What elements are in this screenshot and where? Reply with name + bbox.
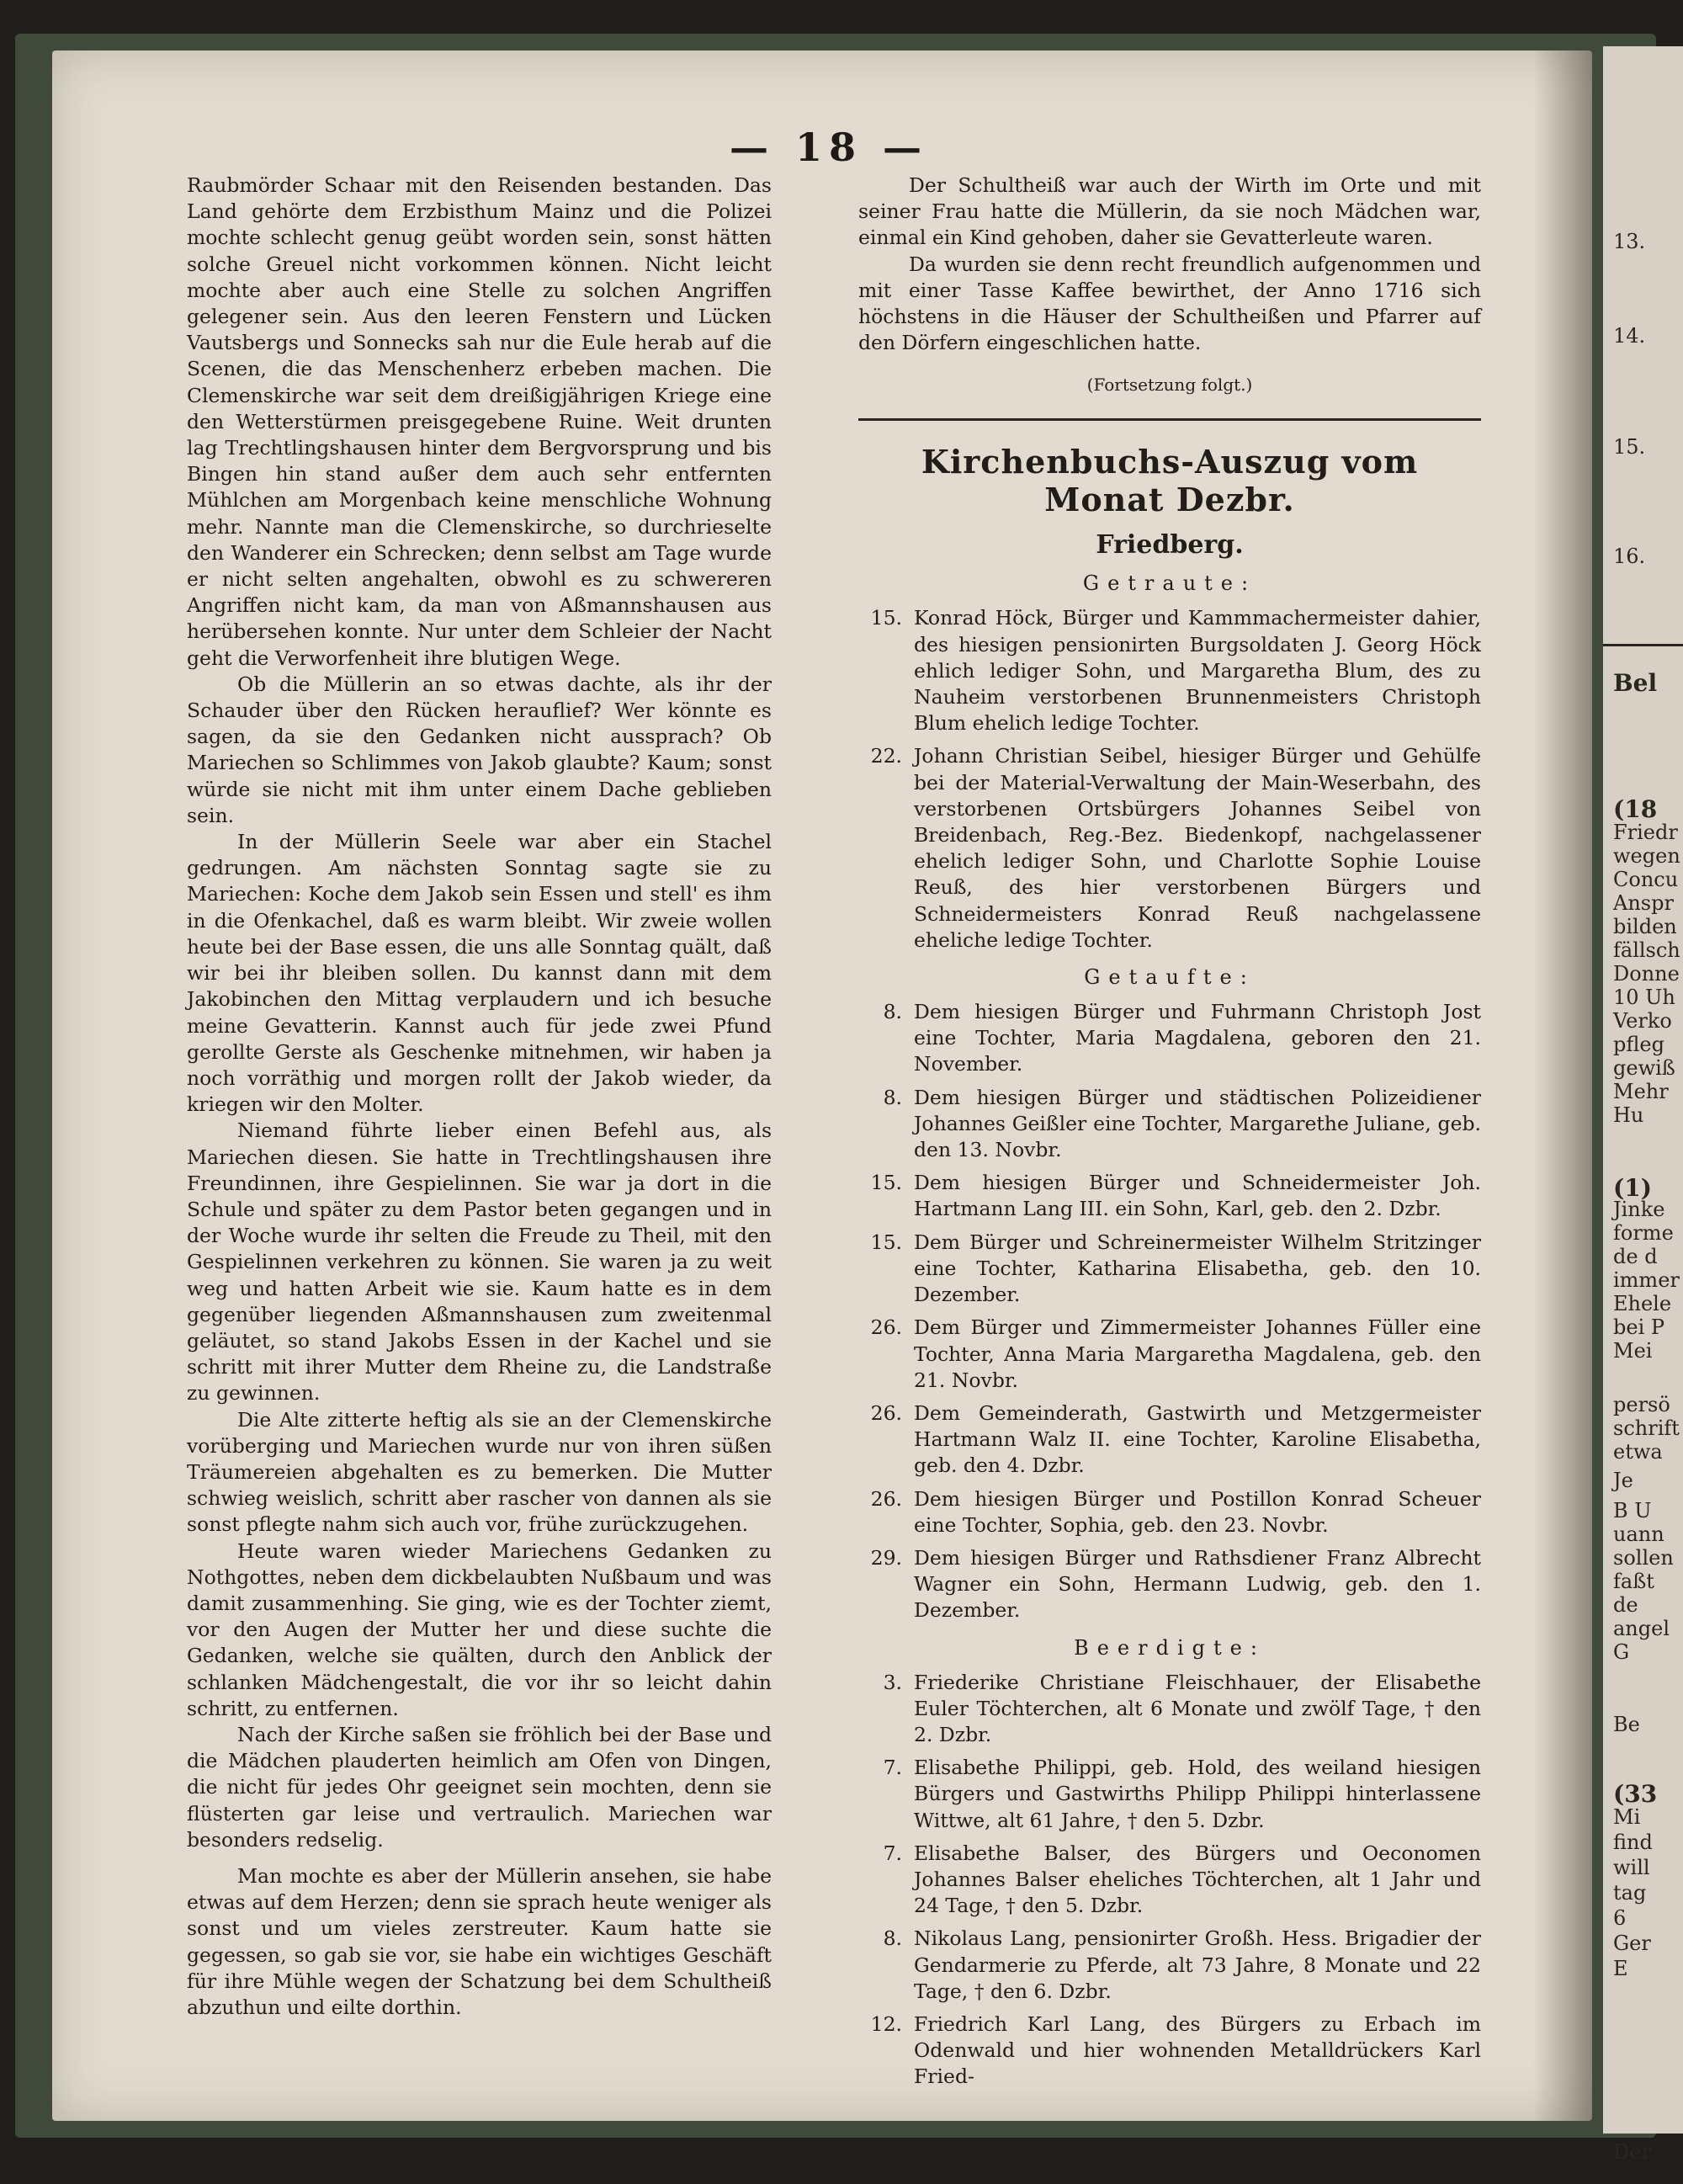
register-entry	[858, 999, 1481, 1078]
adjacent-page-fragment: Mei	[1613, 1339, 1653, 1363]
adjacent-page-fragment: G	[1613, 1640, 1630, 1664]
adjacent-page-fragment: 6	[1613, 1906, 1627, 1930]
left-column	[187, 173, 772, 2021]
register-entry	[858, 605, 1481, 736]
group-baptisms	[858, 965, 1481, 1623]
paragraph: Man mochte es aber der Müllerin ansehen, sie habe etwas auf dem Herzen; denn sie sprach heute weniger als sonst und um vieles zerstreuter. Kaum hatte sie gegessen, so gab sie vor, sie habe ein wichtiges Geschäft für ihre Mühle wegen der Schatzung bei dem Schultheiß abzuthun und eilte dorthin.	[187, 1864, 772, 2020]
entry-text: Friedrich Karl Lang, des Bürgers zu Erbach im Odenwald und hier wohnenden Metalldrückers Karl Fried-	[914, 2011, 1481, 2089]
adjacent-page-fragment: sollen	[1613, 1546, 1674, 1570]
group-burials	[858, 1636, 1481, 2091]
entry-text: Elisabethe Philippi, geb. Hold, des weiland hiesigen Bürgers und Gastwirths Philipp Philippi hinterlassene Wittwe, alt 61 Jahre, † den 5. Dzbr.	[914, 1756, 1481, 1832]
entry-text: Dem Bürger und Schreinermeister Wilhelm Stritzinger eine Tochter, Katharina Elisabetha, geb. den 10. Dezember.	[914, 1230, 1481, 1307]
adjacent-page-fragment: wegen	[1613, 844, 1680, 868]
entry-text: Dem hiesigen Bürger und Fuhrmann Christoph Jost eine Tochter, Maria Magdalena, geboren den 21. November.	[914, 1000, 1481, 1076]
adjacent-page-fragment: B U	[1613, 1499, 1652, 1522]
adjacent-page-fragment: (1)	[1613, 1174, 1652, 1202]
adjacent-page-fragment: Mi	[1613, 1805, 1641, 1829]
entry-date: 26.	[870, 1400, 902, 1425]
adjacent-page-fragment: tag	[1613, 1881, 1647, 1905]
paragraph: Raubmörder Schaar mit den Reisenden bestanden. Das Land gehörte dem Erzbisthum Mainz und die Polizei mochte schlecht genug geübt worden sein, sonst hätten solche Greuel nicht vorkommen können. Nicht leicht mochte aber auch eine Stelle zu solchen Angriffen gelegener sein. Aus den leeren Fenstern und Lücken Vautsbergs und Sonnecks sah nur die Eule herab auf die Scenen, die das Menschenherz erbeben machen. Die Clemenskirche war seit dem dreißigjährigen Kriege eine den Wetterstürmen preisgegebene Ruine. Weit drunten lag Trechtlingshausen hinter dem Bergvorsprung und bis Bingen hin stand außer dem auch sehr entfernten Mühlchen am Morgenbach keine menschliche Wohnung mehr. Nannte man die Clemenskirche, so durchrieselte den Wanderer ein Schrecken; denn selbst am Tage wurde er nicht selten angehalten, obwohl es zu schwereren Angriffen nicht kam, da man von Aßmannshausen aus herübersehen konnte. Nur unter dem Schleier der Nacht geht die Verworfenheit ihre blutigen Wege.	[187, 173, 772, 670]
page-number: — 18 —	[729, 125, 929, 170]
adjacent-page-fragment: de	[1613, 1593, 1638, 1617]
register-entry	[858, 1170, 1481, 1222]
entry-date: 7.	[883, 1756, 902, 1780]
adjacent-page-fragment: 15.	[1613, 435, 1646, 459]
adjacent-page-fragment: Donne	[1613, 962, 1680, 986]
adjacent-page-fragment: Der	[1613, 2140, 1651, 2164]
entry-date: 22.	[870, 744, 902, 768]
adjacent-page-fragment: Mehr	[1613, 1080, 1669, 1103]
entry-date: 8.	[883, 1085, 902, 1109]
adjacent-page-fragment: Je	[1613, 1469, 1633, 1492]
group-heading: Getraute:	[1082, 571, 1257, 596]
adjacent-page-fragment: uann	[1613, 1522, 1664, 1546]
register-entry	[858, 1400, 1481, 1480]
adjacent-page-fragment: (18	[1613, 795, 1658, 823]
adjacent-page-fragment: angel	[1613, 1617, 1670, 1640]
adjacent-page-fragment: 10 Uh	[1613, 986, 1675, 1009]
adjacent-page-fragment: Verko	[1613, 1009, 1672, 1033]
register-entry	[858, 743, 1481, 954]
register-entry	[858, 1486, 1481, 1538]
continuation-note: (Fortsetzung folgt.)	[1086, 375, 1253, 396]
adjacent-page-fragment: Be	[1613, 1713, 1640, 1736]
register-entry	[858, 1755, 1481, 1834]
gutter-shadow	[1533, 50, 1592, 2121]
paragraph: Die Alte zitterte heftig als sie an der Clemenskirche vorüberging und Mariechen wurde nur von ihren süßen Träumereien abgehalten es zu bemerken. Die Mutter schwieg weislich, schritt aber rascher von dannen als sie sonst pflegte nahm sich auch vor, frühe zurückzugehen.	[187, 1407, 772, 1537]
entry-date: 15.	[870, 1171, 902, 1195]
entry-date: 15.	[870, 606, 902, 630]
entry-text: Friederike Christiane Fleischhauer, der Elisabethe Euler Töchterchen, alt 6 Monate und zwölf Tage, † den 2. Dzbr.	[914, 1670, 1481, 1746]
adjacent-page-fragment: (33	[1613, 1780, 1658, 1808]
paragraph: Der Schultheiß war auch der Wirth im Orte und mit seiner Frau hatte die Müllerin, da sie noch Mädchen war, einmal ein Kind gehoben, daher sie Gevatterleute waren.	[858, 173, 1481, 250]
paragraph: Da wurden sie denn recht freundlich aufgenommen und mit einer Tasse Kaffee bewirthet, der Anno 1716 sich höchstens in die Häuser der Schultheißen und Pfarrer auf den Dörfern eingeschlichen hatte.	[858, 252, 1481, 355]
entry-text: Elisabethe Balser, des Bürgers und Oeconomen Johannes Balser eheliches Töchterchen, alt 1 Jahr und 24 Tage, † den 5. Dzbr.	[914, 1841, 1481, 1918]
adjacent-page-fragment: immer	[1613, 1268, 1680, 1292]
adjacent-page-fragment: bei P	[1613, 1315, 1665, 1339]
entry-date: 3.	[883, 1670, 902, 1694]
paragraph: Niemand führte lieber einen Befehl aus, als Mariechen diesen. Sie hatte in Trechtlingshausen ihre Freundinnen, ihre Gespielinnen. Sie war ja dort in die Schule und später zu dem Pastor beten gegangen und in der Woche wurde ihr selten die Freude zu Theil, mit den Gespielinnen verkehren zu können. Sie waren ja zu weit weg und hatten Arbeit wie sie. Kaum hatte es in dem gegenüber liegenden Aßmannshausen zum zweitenmal geläutet, so stand Jakobs Essen in der Kachel und sie schritt mit ihrer Mutter dem Rheine zu, die Landstraße zu gewinnen.	[187, 1119, 772, 1406]
adjacent-page-fragment: persö	[1613, 1393, 1670, 1416]
group-heading: Beerdigte:	[1074, 1635, 1266, 1660]
adjacent-page-fragment: Anspr	[1613, 891, 1674, 915]
section-divider	[858, 418, 1481, 421]
entry-text: Dem hiesigen Bürger und Postillon Konrad Scheuer eine Tochter, Sophia, geb. den 23. Novbr.	[914, 1486, 1481, 1537]
entry-date: 26.	[870, 1486, 902, 1511]
adjacent-page-fragment: faßt	[1613, 1570, 1654, 1593]
adjacent-page-fragment: Hu	[1613, 1103, 1644, 1127]
right-column	[858, 173, 1481, 2097]
adjacent-page-fragment: Ger	[1613, 1932, 1651, 1955]
entry-text: Dem hiesigen Bürger und Schneidermeister Joh. Hartmann Lang III. ein Sohn, Karl, geb. den 2. Dzbr.	[914, 1171, 1481, 1221]
register-entry	[858, 2011, 1481, 2091]
adjacent-page-fragment: schrift	[1613, 1416, 1680, 1440]
adjacent-page-fragment: gewiß	[1613, 1056, 1675, 1080]
entry-text: Dem Bürger und Zimmermeister Johannes Füller eine Tochter, Anna Maria Margaretha Magdalena, geb. den 21. Novbr.	[914, 1315, 1481, 1392]
adjacent-page-fragment: etwa	[1613, 1440, 1663, 1464]
paragraph: Heute waren wieder Mariechens Gedanken zu Nothgottes, neben dem dickbelaubten Nußbaum und was damit zusammenhing. Sie ging, wie es der Tochter ziemt, vor den Augen der Mutter her und diese suchte die Gedanken, welche sie quälten, durch den Anblick der schlanken Mädchengestalt, die vor ihr so leicht dahin schritt, zu entfernen.	[187, 1538, 772, 1720]
adjacent-page-fragment: E	[1613, 1957, 1628, 1980]
entry-date: 7.	[883, 1841, 902, 1865]
adjacent-page-fragment: de d	[1613, 1245, 1658, 1268]
entry-date: 15.	[870, 1230, 902, 1254]
adjacent-page-edge	[1603, 46, 1683, 2164]
entry-date: 8.	[883, 1926, 902, 1951]
register-entry	[858, 1085, 1481, 1164]
entry-date: 26.	[870, 1315, 902, 1340]
adjacent-page-fragment: Bel	[1613, 669, 1658, 697]
entry-text: Dem hiesigen Bürger und städtischen Polizeidiener Johannes Geißler eine Tochter, Margarethe Juliane, geb. den 13. Novbr.	[914, 1085, 1481, 1162]
entry-text: Dem hiesigen Bürger und Rathsdiener Franz Albrecht Wagner ein Sohn, Hermann Ludwig, geb. den 1. Dezember.	[914, 1545, 1481, 1623]
paragraph: Nach der Kirche saßen sie fröhlich bei der Base und die Mädchen plauderten heimlich am Ofen von Dingen, die nicht für jedes Ohr geeignet sein mochten, denn sie flüsterten gar leise und vertraulich. Mariechen war besonders redselig.	[187, 1722, 772, 1852]
entry-date: 12.	[870, 2011, 902, 2036]
adjacent-page-fragment: Ehele	[1613, 1292, 1672, 1315]
adjacent-page-fragment: 16.	[1613, 545, 1646, 568]
register-entry	[858, 1315, 1481, 1394]
adjacent-page-fragment: pfleg	[1613, 1033, 1664, 1056]
adjacent-page-fragment: bilden	[1613, 915, 1677, 938]
adjacent-page-fragment: find	[1613, 1831, 1653, 1854]
register-entry	[858, 1926, 1481, 2005]
adjacent-page-fragment: Friedr	[1613, 821, 1678, 844]
adjacent-page-fragment: Concu	[1613, 868, 1679, 891]
paragraph: Ob die Müllerin an so etwas dachte, als ihr der Schauder über den Rücken herauflief? Wer könnte es sagen, da sie den Gedanken nicht aussprach? Ob Mariechen so Schlimmes von Jakob glaubte? Kaum; sonst würde sie nicht mit ihm unter einem Dache geblieben sein.	[187, 672, 772, 827]
adjacent-page-fragment: fällsch	[1613, 938, 1680, 962]
register-entry	[858, 1841, 1481, 1920]
adjacent-page-fragment: Jinke	[1613, 1198, 1665, 1221]
register-entry	[858, 1230, 1481, 1309]
section-title: Kirchenbuchs-Auszug vom Monat Dezbr.	[921, 443, 1419, 519]
adjacent-page-fragment: 14.	[1613, 324, 1646, 348]
entry-text: Dem Gemeinderath, Gastwirth und Metzgermeister Hartmann Walz II. eine Tochter, Karoline Elisabetha, geb. den 4. Dzbr.	[914, 1400, 1481, 1478]
entry-date: 29.	[870, 1545, 902, 1570]
group-marriages	[858, 571, 1481, 954]
register-entry	[858, 1670, 1481, 1749]
register-entry	[858, 1545, 1481, 1624]
entry-date: 8.	[883, 1000, 902, 1024]
paragraph: In der Müllerin Seele war aber ein Stachel gedrungen. Am nächsten Sonntag sagte sie zu Mariechen: Koche dem Jakob sein Essen und stell' es ihm in die Ofenkachel, daß es warm bleibt. Wir zweie wollen heute bei der Base essen, die uns alle Sonntag quält, daß wir bei ihr bleiben sollen. Du kannst dann mit dem Jakobinchen den Mittag verplaudern und ich besuche meine Gevatterin. Kannst auch für jede zwei Pfund gerollte Gerste als Geschenke mitnehmen, wir haben ja noch vorräthig und morgen rollt der Jakob wieder, da kriegen wir den Molter.	[187, 830, 772, 1117]
entry-text: Konrad Höck, Bürger und Kammmachermeister dahier, des hiesigen pensionirten Burgsoldaten J. Georg Höck ehlich lediger Sohn, und Margaretha Blum, des zu Nauheim verstorbenen Brunnenmeisters Christoph Blum ehelich ledige Tochter.	[914, 606, 1481, 736]
adjacent-page-fragment: forme	[1613, 1221, 1674, 1245]
adjacent-page-fragment: 13.	[1613, 230, 1646, 253]
adjacent-page-rule	[1603, 644, 1683, 646]
group-heading: Getaufte:	[1084, 965, 1256, 990]
entry-text: Nikolaus Lang, pensionirter Großh. Hess. Brigadier der Gendarmerie zu Pferde, alt 73 Jahre, 8 Monate und 22 Tage, † den 6. Dzbr.	[914, 1926, 1481, 2003]
place-heading: Friedberg.	[1096, 530, 1244, 561]
entry-text: Johann Christian Seibel, hiesiger Bürger und Gehülfe bei der Material-Verwaltung der Main-Weserbahn, des verstorbenen Ortsbürgers Johannes Seibel von Breidenbach, Reg.-Bez. Biedenkopf, nachgelassener ehelich lediger Sohn, und Charlotte Sophie Louise Reuß, des hier verstorbenen Bürgers und Schneidermeisters Konrad Reuß nachgelassene eheliche ledige Tochter.	[914, 744, 1481, 952]
adjacent-page-fragment: will	[1613, 1856, 1650, 1879]
